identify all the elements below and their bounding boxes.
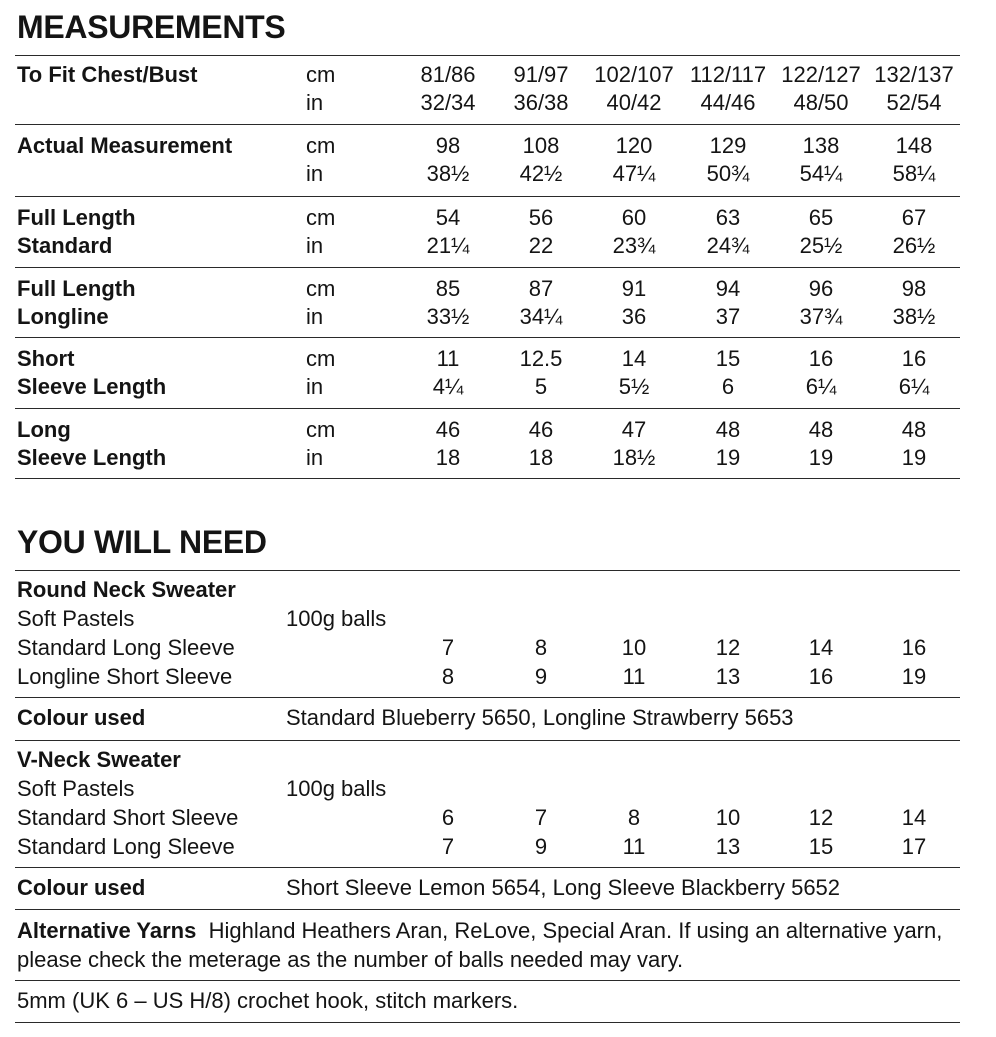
unit-label: cm (306, 205, 336, 230)
divider (15, 408, 960, 409)
yarn-row (0, 832, 996, 861)
unit-label: in (306, 304, 324, 329)
v-neck-colour-text: Short Sleeve Lemon 5654, Long Sleeve Blackberry 5652 (286, 875, 841, 900)
ball-count: 12 (808, 805, 834, 830)
size-value: 56 (528, 205, 554, 230)
ball-count: 13 (715, 834, 741, 859)
size-value: 65 (808, 205, 834, 230)
round-neck-yarn-row (0, 604, 996, 633)
size-value: 46 (435, 417, 461, 442)
measurement-line-in (0, 373, 996, 401)
ball-count: 9 (534, 664, 548, 689)
row-label: Standard (17, 233, 113, 258)
size-value: 98 (435, 133, 461, 158)
size-value: 15 (715, 346, 741, 371)
size-value: 14 (621, 346, 647, 371)
size-value: 48 (715, 417, 741, 442)
measurement-line-cm (0, 132, 996, 160)
size-value: 102/107 (594, 62, 674, 87)
size-value: 22 (528, 233, 554, 258)
ball-count: 19 (901, 664, 927, 689)
round-neck-yarn: Soft Pastels (17, 606, 135, 631)
size-value: 5 (534, 374, 548, 399)
size-value: 96 (808, 276, 834, 301)
unit-label: cm (306, 276, 336, 301)
size-value: 112/117 (689, 62, 767, 87)
ball-count: 7 (441, 635, 455, 660)
size-value: 52/54 (886, 90, 942, 115)
alternative-yarns-text: Highland Heathers Aran, ReLove, Special Aran. If using an alternative yarn, please check the meterage as the number of balls needed may vary. (17, 918, 943, 972)
size-value: 85 (435, 276, 461, 301)
row-label: Sleeve Length (17, 374, 167, 399)
divider (15, 909, 960, 910)
divider (15, 570, 960, 571)
size-value: 87 (528, 276, 554, 301)
unit-label: in (306, 445, 324, 470)
measurement-line-cm (0, 275, 996, 303)
size-value: 67 (901, 205, 927, 230)
ball-count: 11 (622, 834, 646, 859)
size-value: 21¼ (426, 233, 470, 258)
measurement-line-cm (0, 345, 996, 373)
unit-label: in (306, 161, 324, 186)
yarn-row-label: Standard Long Sleeve (17, 635, 235, 660)
size-value: 37 (715, 304, 741, 329)
size-value: 6¼ (805, 374, 837, 399)
row-label: Full Length (17, 205, 136, 230)
size-value: 46 (528, 417, 554, 442)
unit-label: cm (306, 417, 336, 442)
unit-label: cm (306, 133, 336, 158)
size-value: 23¾ (612, 233, 656, 258)
size-value: 91/97 (513, 62, 569, 87)
ball-count: 9 (534, 834, 548, 859)
v-neck-title-row (0, 745, 996, 774)
row-label: Full Length (17, 276, 136, 301)
row-label: Long (17, 417, 71, 442)
unit-label: in (306, 374, 324, 399)
size-value: 81/86 (420, 62, 476, 87)
size-value: 108 (522, 133, 560, 158)
row-label: To Fit Chest/Bust (17, 62, 198, 87)
size-value: 18 (435, 445, 461, 470)
size-value: 4¼ (432, 374, 464, 399)
size-value: 24¾ (706, 233, 750, 258)
size-value: 63 (715, 205, 741, 230)
round-neck-colour-row (0, 703, 996, 732)
measurement-line-cm (0, 61, 996, 89)
size-value: 19 (715, 445, 741, 470)
size-value: 36/38 (513, 90, 569, 115)
hook-note (17, 986, 957, 1015)
size-value: 25½ (799, 233, 843, 258)
unit-label: in (306, 233, 324, 258)
measurement-line-in (0, 89, 996, 117)
v-neck-yarn-row (0, 774, 996, 803)
measurement-line-in (0, 444, 996, 472)
row-label: Longline (17, 304, 109, 329)
ball-count: 8 (534, 635, 548, 660)
size-value: 47 (621, 417, 647, 442)
size-value: 33½ (426, 304, 470, 329)
measurement-line-in (0, 303, 996, 331)
ball-count: 16 (901, 635, 927, 660)
ball-count: 12 (715, 635, 741, 660)
divider (15, 1022, 960, 1023)
ball-count: 8 (441, 664, 455, 689)
row-label: Actual Measurement (17, 133, 233, 158)
size-value: 120 (615, 133, 653, 158)
divider (15, 55, 960, 56)
measurements-heading: MEASUREMENTS (17, 9, 286, 45)
size-value: 6¼ (898, 374, 930, 399)
ball-count: 13 (715, 664, 741, 689)
row-label: Short (17, 346, 75, 371)
measurement-line-in (0, 160, 996, 188)
size-value: 37¾ (799, 304, 843, 329)
size-value: 48 (808, 417, 834, 442)
yarn-row (0, 662, 996, 691)
v-neck-yarn: Soft Pastels (17, 776, 135, 801)
round-neck-title: Round Neck Sweater (17, 577, 236, 602)
measurement-line-in (0, 232, 996, 260)
size-value: 138 (802, 133, 840, 158)
ball-count: 8 (627, 805, 641, 830)
row-label: Sleeve Length (17, 445, 167, 470)
alternative-yarns-label: Alternative Yarns (17, 918, 197, 943)
size-value: 18 (528, 445, 554, 470)
you-will-need-heading: YOU WILL NEED (17, 524, 267, 560)
unit-label: cm (306, 62, 336, 87)
alternative-yarns-note (17, 916, 957, 974)
size-value: 60 (621, 205, 647, 230)
ball-count: 14 (901, 805, 927, 830)
v-neck-colour-row (0, 873, 996, 902)
size-value: 38½ (892, 304, 936, 329)
size-value: 48/50 (793, 90, 849, 115)
size-value: 26½ (892, 233, 936, 258)
divider (15, 124, 960, 125)
size-value: 32/34 (420, 90, 476, 115)
size-value: 19 (901, 445, 927, 470)
size-value: 38½ (426, 161, 470, 186)
size-value: 44/46 (700, 90, 756, 115)
size-value: 48 (901, 417, 927, 442)
round-neck-colour-text: Standard Blueberry 5650, Longline Strawberry 5653 (286, 705, 794, 730)
unit-label: cm (306, 346, 336, 371)
colour-used-label: Colour used (17, 705, 146, 730)
ball-count: 10 (715, 805, 741, 830)
size-value: 19 (808, 445, 834, 470)
ball-count: 16 (808, 664, 834, 689)
size-value: 50¾ (706, 161, 750, 186)
divider (15, 196, 960, 197)
divider (15, 740, 960, 741)
size-value: 5½ (618, 374, 650, 399)
measurement-line-cm (0, 204, 996, 232)
yarn-row-label: Longline Short Sleeve (17, 664, 233, 689)
divider (15, 267, 960, 268)
divider (15, 337, 960, 338)
ball-count: 14 (808, 635, 834, 660)
size-value: 54¼ (799, 161, 843, 186)
size-value: 34¼ (519, 304, 563, 329)
size-value: 40/42 (606, 90, 662, 115)
size-value: 94 (715, 276, 741, 301)
measurement-line-cm (0, 416, 996, 444)
size-value: 98 (901, 276, 927, 301)
size-value: 47¼ (612, 161, 656, 186)
ball-count: 7 (441, 834, 455, 859)
size-value: 11 (436, 346, 460, 371)
size-value: 58¼ (892, 161, 936, 186)
divider (15, 697, 960, 698)
colour-used-label: Colour used (17, 875, 146, 900)
size-value: 148 (895, 133, 933, 158)
size-value: 54 (435, 205, 461, 230)
round-neck-balls: 100g balls (286, 606, 387, 631)
yarn-row-label: Standard Long Sleeve (17, 834, 235, 859)
ball-count: 7 (534, 805, 548, 830)
yarn-row-label: Standard Short Sleeve (17, 805, 239, 830)
yarn-row (0, 633, 996, 662)
round-neck-title-row (0, 575, 996, 604)
v-neck-balls: 100g balls (286, 776, 387, 801)
size-value: 16 (808, 346, 834, 371)
ball-count: 11 (622, 664, 646, 689)
hook-text: 5mm (UK 6 – US H/8) crochet hook, stitch markers. (17, 988, 519, 1013)
size-value: 36 (621, 304, 647, 329)
divider (15, 867, 960, 868)
size-value: 42½ (519, 161, 563, 186)
ball-count: 15 (808, 834, 834, 859)
size-value: 16 (901, 346, 927, 371)
unit-label: in (306, 90, 324, 115)
divider (15, 980, 960, 981)
size-value: 6 (721, 374, 735, 399)
size-value: 18½ (612, 445, 656, 470)
size-value: 129 (709, 133, 747, 158)
ball-count: 6 (441, 805, 455, 830)
size-value: 132/137 (874, 62, 954, 87)
yarn-row (0, 803, 996, 832)
v-neck-title: V-Neck Sweater (17, 747, 181, 772)
ball-count: 17 (901, 834, 927, 859)
size-value: 122/127 (781, 62, 861, 87)
size-value: 12.5 (519, 346, 563, 371)
size-value: 91 (621, 276, 647, 301)
divider (15, 478, 960, 479)
ball-count: 10 (621, 635, 647, 660)
